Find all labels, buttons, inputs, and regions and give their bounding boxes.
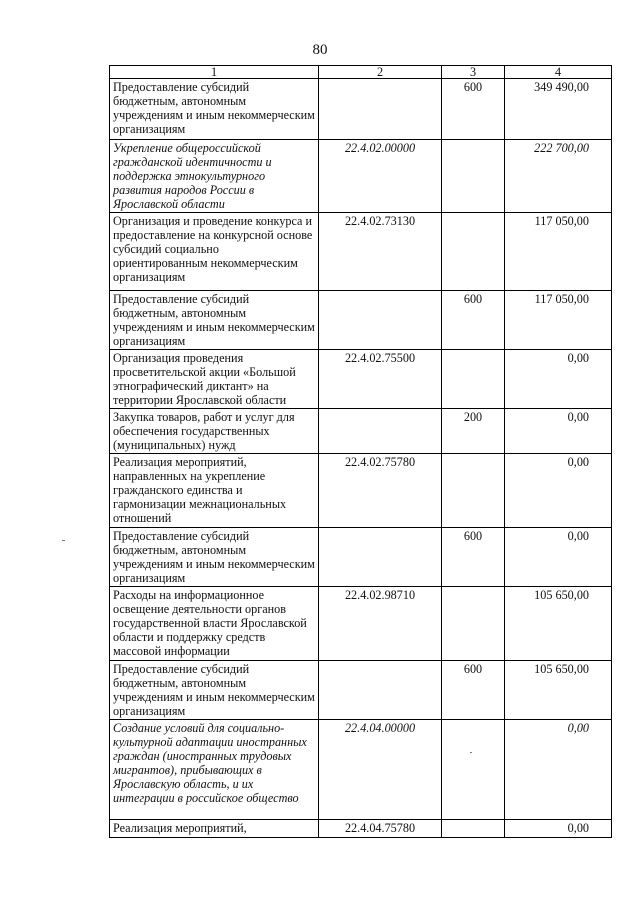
row-code-cell: 22.4.02.73130 — [319, 213, 442, 291]
row-code-cell — [319, 409, 442, 454]
row-code-cell: 22.4.02.75500 — [319, 350, 442, 409]
column-header: 3 — [442, 66, 505, 79]
row-sum-cell: 117 050,00 — [505, 291, 612, 350]
table-row — [110, 79, 612, 140]
row-sum-cell: 0,00 — [505, 528, 612, 587]
budget-table — [109, 65, 612, 838]
table-row — [110, 661, 612, 720]
row-type-cell — [442, 454, 505, 528]
row-type-cell — [442, 140, 505, 213]
page-number: 80 — [312, 42, 328, 58]
row-type-cell: 200 — [442, 409, 505, 454]
row-sum-cell: 0,00 — [505, 720, 612, 820]
row-name-cell: Реализация мероприятий, направленных на укрепление гражданского единства и гармонизации межнациональных отношений — [110, 454, 319, 528]
table-header-row — [110, 66, 612, 79]
row-name-cell: Укрепление общероссийской гражданской идентичности и поддержка этнокультурного развития народов России в Ярославской области — [110, 140, 319, 213]
row-type-cell — [442, 720, 505, 820]
row-code-cell: 22.4.04.00000 — [319, 720, 442, 820]
column-header: 2 — [319, 66, 442, 79]
row-name-cell: Предоставление субсидий бюджетным, автономным учреждениям и иным некоммерческим организациям — [110, 291, 319, 350]
table-row — [110, 409, 612, 454]
row-sum-cell: 117 050,00 — [505, 213, 612, 291]
row-sum-cell: 0,00 — [505, 820, 612, 838]
row-sum-cell: 0,00 — [505, 409, 612, 454]
row-sum-cell: 0,00 — [505, 454, 612, 528]
table-row — [110, 140, 612, 213]
table-row — [110, 720, 612, 820]
row-sum-cell: 105 650,00 — [505, 587, 612, 661]
row-code-cell — [319, 79, 442, 140]
row-type-cell — [442, 587, 505, 661]
row-type-cell — [442, 350, 505, 409]
column-header: 4 — [505, 66, 612, 79]
table-row — [110, 291, 612, 350]
row-type-cell: 600 — [442, 661, 505, 720]
row-name-cell: Предоставление субсидий бюджетным, автономным учреждениям и иным некоммерческим организациям — [110, 79, 319, 140]
column-header: 1 — [110, 66, 319, 79]
row-type-cell: 600 — [442, 79, 505, 140]
row-type-cell: 600 — [442, 291, 505, 350]
row-code-cell: 22.4.02.98710 — [319, 587, 442, 661]
row-name-cell: Предоставление субсидий бюджетным, автономным учреждениям и иным некоммерческим организациям — [110, 661, 319, 720]
row-name-cell: Реализация мероприятий, — [110, 820, 319, 838]
row-code-cell: 22.4.02.00000 — [319, 140, 442, 213]
table-row — [110, 587, 612, 661]
row-sum-cell: 222 700,00 — [505, 140, 612, 213]
table-row — [110, 528, 612, 587]
table-row — [110, 350, 612, 409]
scan-speck — [470, 752, 472, 753]
row-type-cell — [442, 820, 505, 838]
row-sum-cell: 349 490,00 — [505, 79, 612, 140]
scan-speck — [62, 540, 65, 541]
row-name-cell: Закупка товаров, работ и услуг для обеспечения государственных (муниципальных) нужд — [110, 409, 319, 454]
table-row — [110, 820, 612, 838]
row-code-cell: 22.4.02.75780 — [319, 454, 442, 528]
table-row — [110, 213, 612, 291]
row-name-cell: Создание условий для социально-культурной адаптации иностранных граждан (иностранных трудовых мигрантов), прибывающих в Ярославскую область, и их интеграции в российское общество — [110, 720, 319, 820]
row-type-cell — [442, 213, 505, 291]
row-name-cell: Организация проведения просветительской акции «Большой этнографический диктант» на территории Ярославской области — [110, 350, 319, 409]
row-code-cell — [319, 661, 442, 720]
row-name-cell: Организация и проведение конкурса и предоставление на конкурсной основе субсидий социально ориентированным некоммерческим организациям — [110, 213, 319, 291]
row-sum-cell: 0,00 — [505, 350, 612, 409]
row-name-cell: Расходы на информационное освещение деятельности органов государственной власти Ярославской области и поддержку средств массовой информации — [110, 587, 319, 661]
row-type-cell: 600 — [442, 528, 505, 587]
row-sum-cell: 105 650,00 — [505, 661, 612, 720]
row-code-cell: 22.4.04.75780 — [319, 820, 442, 838]
row-name-cell: Предоставление субсидий бюджетным, автономным учреждениям и иным некоммерческим организациям — [110, 528, 319, 587]
row-code-cell — [319, 291, 442, 350]
row-code-cell — [319, 528, 442, 587]
table-row — [110, 454, 612, 528]
